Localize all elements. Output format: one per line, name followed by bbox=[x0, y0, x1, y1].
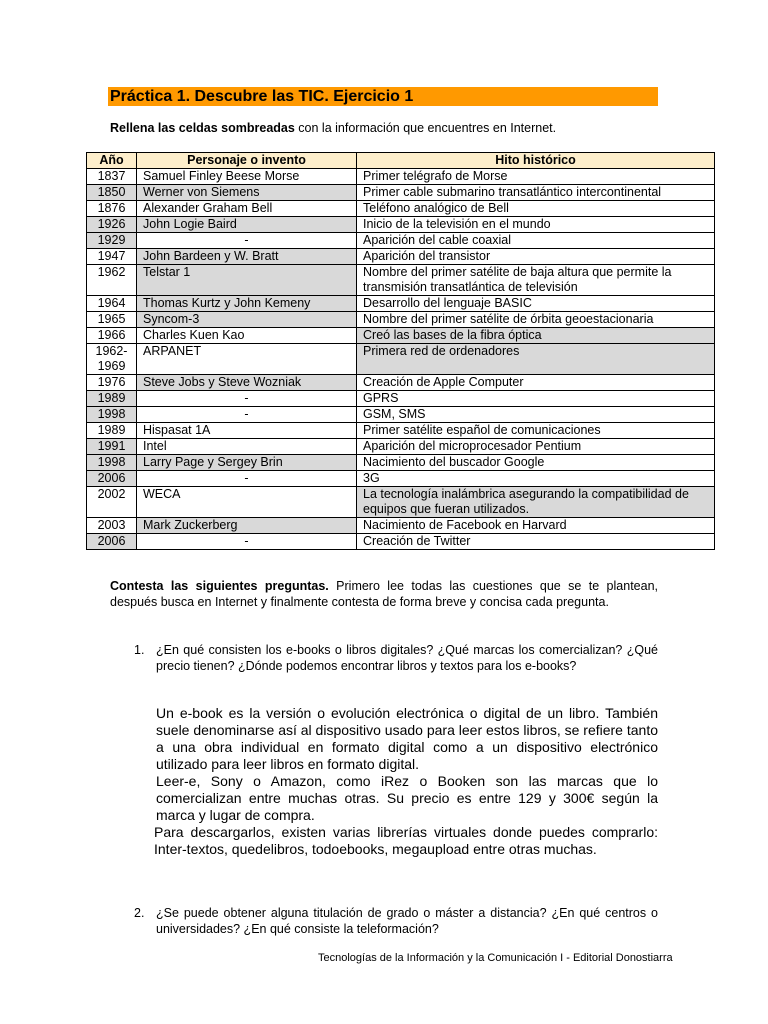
table-row bbox=[87, 471, 715, 487]
cell-year: 2003 bbox=[87, 518, 137, 534]
cell-year: 1926 bbox=[87, 217, 137, 233]
question-1-text: ¿En qué consisten los e-books o libros digitales? ¿Qué marcas los comercializan? ¿Qué precio tienen? ¿Dónde podemos encontrar libros y textos para los e-books? bbox=[156, 643, 658, 673]
table-row bbox=[87, 391, 715, 407]
cell-year: 1998 bbox=[87, 407, 137, 423]
cell-year: 2006 bbox=[87, 534, 137, 550]
cell-milestone: Nombre del primer satélite de baja altura que permite la transmisión transatlántica de televisión bbox=[357, 265, 715, 296]
cell-person: - bbox=[137, 534, 357, 550]
cell-milestone: Primer cable submarino transatlántico intercontinental bbox=[357, 185, 715, 201]
question-1 bbox=[134, 642, 658, 674]
cell-year: 1929 bbox=[87, 233, 137, 249]
cell-person: WECA bbox=[137, 487, 357, 518]
cell-year: 1964 bbox=[87, 296, 137, 312]
cell-milestone: Nacimiento de Facebook en Harvard bbox=[357, 518, 715, 534]
cell-person: Intel bbox=[137, 439, 357, 455]
table-row bbox=[87, 439, 715, 455]
table-row bbox=[87, 312, 715, 328]
cell-year: 1965 bbox=[87, 312, 137, 328]
table-row bbox=[87, 201, 715, 217]
table-row bbox=[87, 296, 715, 312]
cell-milestone: Primer telégrafo de Morse bbox=[357, 169, 715, 185]
cell-milestone: Desarrollo del lenguaje BASIC bbox=[357, 296, 715, 312]
cell-milestone: Aparición del transistor bbox=[357, 249, 715, 265]
cell-year: 1837 bbox=[87, 169, 137, 185]
table-row bbox=[87, 423, 715, 439]
cell-year: 1962-1969 bbox=[87, 344, 137, 375]
cell-person: Telstar 1 bbox=[137, 265, 357, 296]
cell-year: 1947 bbox=[87, 249, 137, 265]
cell-year: 1976 bbox=[87, 375, 137, 391]
table-row bbox=[87, 233, 715, 249]
cell-milestone: Teléfono analógico de Bell bbox=[357, 201, 715, 217]
page-footer: Tecnologías de la Información y la Comunicación I - Editorial Donostiarra bbox=[318, 952, 673, 964]
cell-milestone: Aparición del cable coaxial bbox=[357, 233, 715, 249]
questions-intro bbox=[110, 578, 658, 610]
cell-year: 1966 bbox=[87, 328, 137, 344]
intro-bold: Rellena las celdas sombreadas bbox=[110, 121, 295, 135]
table-row bbox=[87, 375, 715, 391]
cell-person: - bbox=[137, 407, 357, 423]
table-row bbox=[87, 344, 715, 375]
table-row bbox=[87, 407, 715, 423]
cell-person: John Logie Baird bbox=[137, 217, 357, 233]
cell-person: Werner von Siemens bbox=[137, 185, 357, 201]
cell-person: - bbox=[137, 391, 357, 407]
cell-milestone: La tecnología inalámbrica asegurando la compatibilidad de equipos que fueran utilizados. bbox=[357, 487, 715, 518]
table-row bbox=[87, 455, 715, 471]
cell-milestone: GSM, SMS bbox=[357, 407, 715, 423]
cell-person: Charles Kuen Kao bbox=[137, 328, 357, 344]
question-1-number: 1. bbox=[134, 643, 145, 657]
table-row bbox=[87, 169, 715, 185]
milestones-table bbox=[86, 152, 715, 550]
question-2 bbox=[134, 905, 658, 937]
cell-milestone: Creó las bases de la fibra óptica bbox=[357, 328, 715, 344]
cell-year: 1991 bbox=[87, 439, 137, 455]
answer-1-paragraph-2: Leer-e, Sony o Amazon, como iRez o Booken son las marcas que lo comercializan entre muchas otras. Su precio es entre 129 y 300€ según la marca y lugar de compra. bbox=[156, 773, 658, 823]
table-row bbox=[87, 328, 715, 344]
table-row bbox=[87, 534, 715, 550]
cell-year: 2006 bbox=[87, 471, 137, 487]
intro-text bbox=[110, 121, 556, 135]
cell-milestone: Aparición del microprocesador Pentium bbox=[357, 439, 715, 455]
cell-milestone: 3G bbox=[357, 471, 715, 487]
header-milestone: Hito histórico bbox=[357, 153, 715, 169]
page-title: Práctica 1. Descubre las TIC. Ejercicio 1 bbox=[108, 87, 658, 106]
answer-1-paragraph-1: Un e-book es la versión o evolución electrónica o digital de un libro. También suele denominarse así al dispositivo usado para leer estos libros, se refiere tanto a una obra individual en formato digital como a un dispositivo electrónico utilizado para leer libros en formato digital. bbox=[156, 705, 658, 772]
table-row bbox=[87, 217, 715, 233]
cell-milestone: Nombre del primer satélite de órbita geoestacionaria bbox=[357, 312, 715, 328]
cell-person: Samuel Finley Beese Morse bbox=[137, 169, 357, 185]
cell-person: John Bardeen y W. Bratt bbox=[137, 249, 357, 265]
cell-year: 1989 bbox=[87, 423, 137, 439]
cell-milestone: Inicio de la televisión en el mundo bbox=[357, 217, 715, 233]
cell-milestone: Primera red de ordenadores bbox=[357, 344, 715, 375]
header-person: Personaje o invento bbox=[137, 153, 357, 169]
table-row bbox=[87, 265, 715, 296]
cell-milestone: Creación de Twitter bbox=[357, 534, 715, 550]
cell-person: Larry Page y Sergey Brin bbox=[137, 455, 357, 471]
cell-year: 1876 bbox=[87, 201, 137, 217]
header-year: Año bbox=[87, 153, 137, 169]
intro-rest: con la información que encuentres en Internet. bbox=[294, 121, 557, 135]
answer-1-paragraph-3: Para descargarlos, existen varias librerías virtuales donde puedes comprarlo: Inter-textos, quedelibros, todoebooks, megaupload entre otras muchas. bbox=[154, 824, 658, 857]
table-row bbox=[87, 249, 715, 265]
questions-intro-rest: Primero lee todas las cuestiones que se te plantean, después busca en Internet y finalmente contesta de forma breve y concisa cada pregunta. bbox=[110, 579, 658, 609]
cell-person: Syncom-3 bbox=[137, 312, 357, 328]
question-2-text: ¿Se puede obtener alguna titulación de grado o máster a distancia? ¿En qué centros o universidades? ¿En qué consiste la teleformación? bbox=[156, 906, 658, 936]
cell-person: ARPANET bbox=[137, 344, 357, 375]
cell-milestone: Primer satélite español de comunicaciones bbox=[357, 423, 715, 439]
cell-milestone: Nacimiento del buscador Google bbox=[357, 455, 715, 471]
cell-person: Thomas Kurtz y John Kemeny bbox=[137, 296, 357, 312]
cell-year: 2002 bbox=[87, 487, 137, 518]
cell-year: 1998 bbox=[87, 455, 137, 471]
table-body bbox=[87, 169, 715, 550]
cell-year: 1962 bbox=[87, 265, 137, 296]
cell-person: Hispasat 1A bbox=[137, 423, 357, 439]
cell-person: Alexander Graham Bell bbox=[137, 201, 357, 217]
table-header-row bbox=[87, 153, 715, 169]
cell-person: Mark Zuckerberg bbox=[137, 518, 357, 534]
answer-1 bbox=[156, 705, 658, 858]
cell-person: Steve Jobs y Steve Wozniak bbox=[137, 375, 357, 391]
cell-person: - bbox=[137, 233, 357, 249]
table-row bbox=[87, 487, 715, 518]
table-row bbox=[87, 518, 715, 534]
questions-intro-bold: Contesta las siguientes preguntas. bbox=[110, 579, 329, 593]
cell-milestone: GPRS bbox=[357, 391, 715, 407]
table-row bbox=[87, 185, 715, 201]
cell-year: 1850 bbox=[87, 185, 137, 201]
cell-person: - bbox=[137, 471, 357, 487]
cell-year: 1989 bbox=[87, 391, 137, 407]
cell-milestone: Creación de Apple Computer bbox=[357, 375, 715, 391]
question-2-number: 2. bbox=[134, 906, 145, 920]
